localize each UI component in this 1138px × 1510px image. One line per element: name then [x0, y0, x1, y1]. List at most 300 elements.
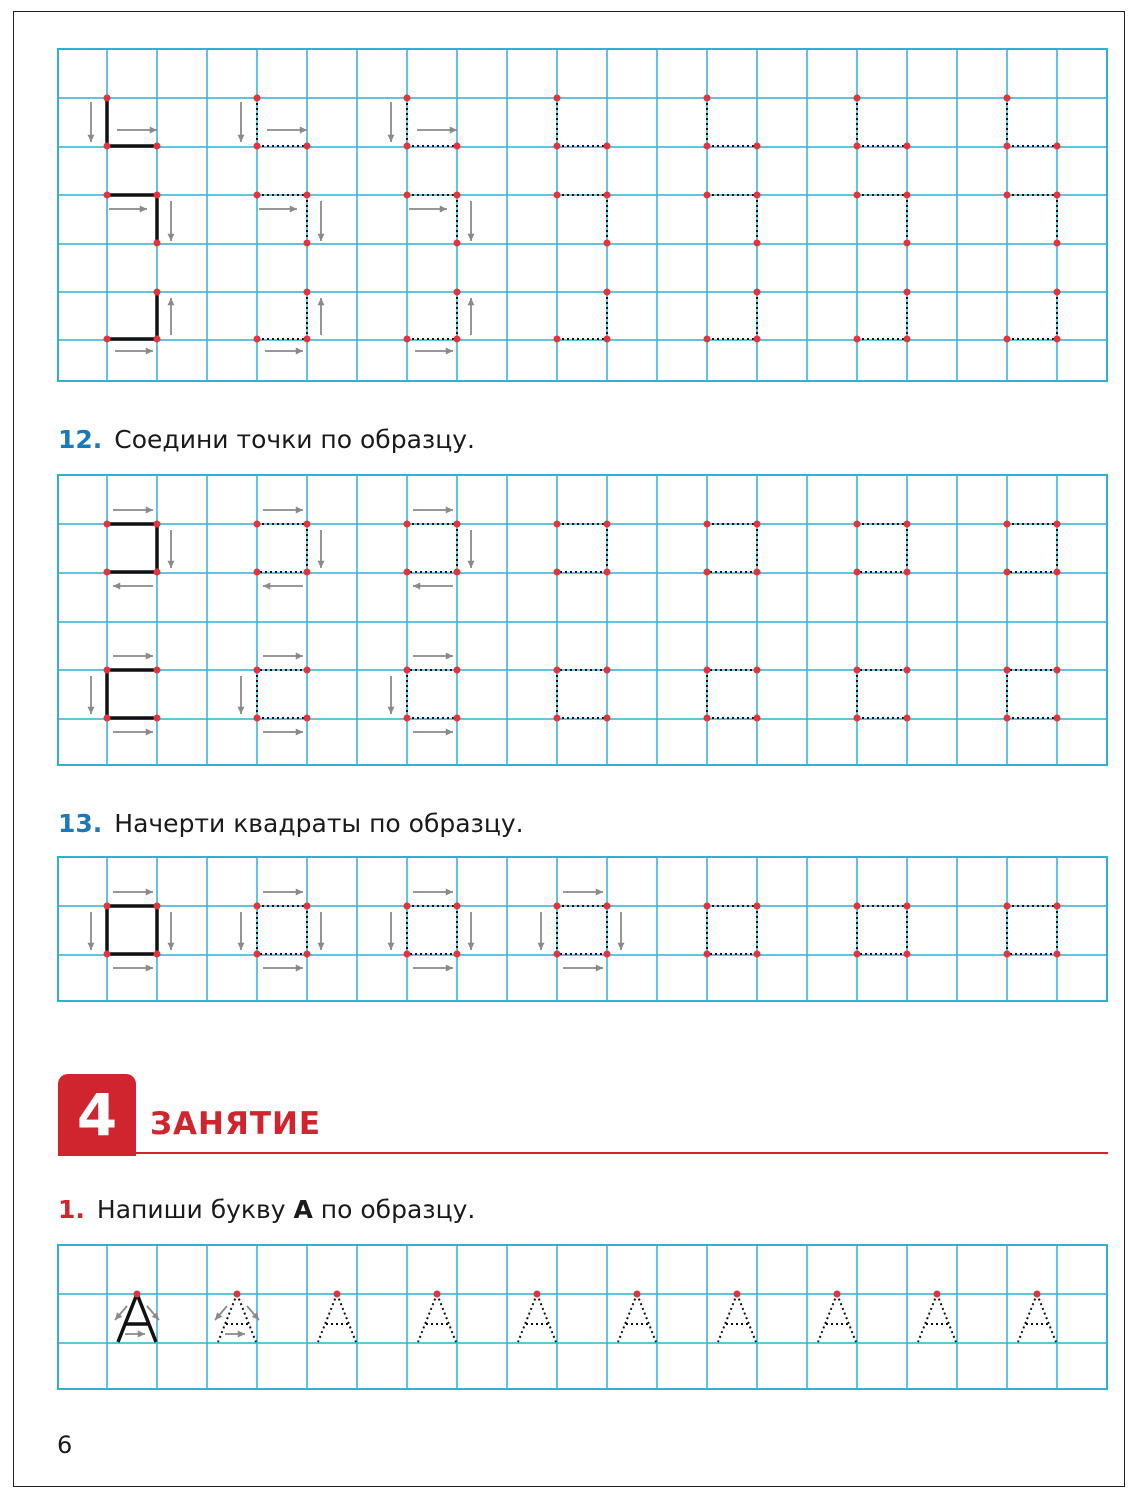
anchor-dot: [604, 240, 611, 247]
anchor-dot: [404, 521, 411, 528]
anchor-dot: [754, 240, 761, 247]
square-open-left: [104, 507, 175, 590]
anchor-dot: [154, 336, 161, 343]
anchor-dot: [554, 715, 561, 722]
anchor-dot: [854, 95, 861, 102]
anchor-dot: [754, 951, 761, 958]
lesson-title: ЗАНЯТИЕ: [150, 1106, 322, 1142]
direction-arrow-icon: [117, 127, 157, 134]
open-square-figures: [59, 476, 1106, 764]
anchor-dot: [754, 521, 761, 528]
anchor-dot: [834, 1291, 841, 1298]
inverted-L-shape: [404, 192, 475, 247]
dotted-stroke: [718, 1294, 737, 1342]
anchor-dot: [904, 289, 911, 296]
direction-arrow-icon: [468, 298, 475, 335]
direction-arrow-icon: [168, 298, 175, 335]
anchor-dot: [904, 569, 911, 576]
task-13-instruction: [58, 809, 524, 838]
anchor-dot: [554, 192, 561, 199]
anchor-dot: [704, 143, 711, 150]
anchor-dot: [154, 240, 161, 247]
direction-arrow-icon: [263, 729, 303, 736]
anchor-dot: [554, 95, 561, 102]
anchor-dot: [634, 1291, 641, 1298]
grid-lines: [59, 858, 1106, 1000]
anchor-dot: [554, 951, 561, 958]
L-shape: [388, 95, 461, 150]
direction-arrow-icon: [318, 201, 325, 241]
J-shape: [1004, 289, 1061, 343]
anchor-dot: [754, 715, 761, 722]
anchor-dot: [754, 336, 761, 343]
direction-arrow-icon: [538, 912, 545, 950]
direction-arrow-icon: [265, 348, 303, 355]
workbook-page: [13, 11, 1125, 1487]
direction-arrow-icon: [618, 912, 625, 950]
anchor-dot: [1054, 903, 1061, 910]
direction-arrow-icon: [225, 1331, 245, 1338]
J-shape: [104, 289, 175, 355]
inverted-L-shape: [1004, 192, 1061, 247]
direction-arrow-icon: [115, 348, 153, 355]
anchor-dot: [1004, 192, 1011, 199]
square: [88, 889, 175, 972]
task-number: 1.: [58, 1195, 85, 1224]
J-shape: [404, 289, 475, 355]
dotted-stroke: [837, 1294, 856, 1342]
anchor-dot: [154, 289, 161, 296]
direction-arrow-icon: [413, 653, 453, 660]
anchor-dot: [404, 336, 411, 343]
letter-A: [215, 1291, 259, 1343]
direction-arrow-icon: [113, 653, 153, 660]
anchor-dot: [304, 951, 311, 958]
anchor-dot: [854, 951, 861, 958]
anchor-dot: [304, 569, 311, 576]
square-open-right: [854, 667, 911, 722]
direction-arrow-icon: [238, 676, 245, 714]
direction-arrow-icon: [109, 206, 147, 213]
direction-arrow-icon: [388, 912, 395, 950]
anchor-dot: [304, 289, 311, 296]
direction-arrow-icon: [263, 507, 303, 514]
anchor-dot: [104, 715, 111, 722]
direction-arrow-icon: [113, 889, 153, 896]
anchor-dot: [304, 715, 311, 722]
dotted-stroke: [918, 1294, 937, 1342]
direction-arrow-icon: [413, 889, 453, 896]
anchor-dot: [234, 1291, 241, 1298]
square-figures: [59, 858, 1106, 1000]
anchor-dot: [1004, 715, 1011, 722]
anchor-dot: [404, 143, 411, 150]
letter-A: [318, 1291, 356, 1343]
anchor-dot: [704, 667, 711, 674]
anchor-dot: [404, 192, 411, 199]
square-open-left: [554, 521, 611, 576]
anchor-dot: [554, 667, 561, 674]
anchor-dot: [704, 569, 711, 576]
anchor-dot: [754, 192, 761, 199]
anchor-dot: [554, 903, 561, 910]
anchor-dot: [454, 289, 461, 296]
anchor-dot: [904, 240, 911, 247]
direction-arrow-icon: [318, 298, 325, 335]
anchor-dot: [604, 289, 611, 296]
anchor-dot: [1054, 240, 1061, 247]
anchor-dot: [104, 521, 111, 528]
direction-arrow-icon: [468, 912, 475, 950]
anchor-dot: [454, 521, 461, 528]
anchor-dot: [1004, 143, 1011, 150]
anchor-dot: [854, 569, 861, 576]
direction-arrow-icon: [263, 583, 303, 590]
direction-arrow-icon: [413, 583, 453, 590]
anchor-dot: [1004, 903, 1011, 910]
letter-A: [418, 1291, 456, 1343]
direction-arrow-icon: [88, 912, 95, 950]
anchor-dot: [854, 521, 861, 528]
anchor-dot: [1004, 951, 1011, 958]
anchor-dot: [254, 667, 261, 674]
anchor-dot: [434, 1291, 441, 1298]
anchor-dot: [1004, 95, 1011, 102]
square-open-left: [854, 521, 911, 576]
direction-arrow-icon: [238, 102, 245, 142]
anchor-dot: [104, 569, 111, 576]
anchor-dot: [154, 667, 161, 674]
inverted-L-shape: [254, 192, 325, 247]
inverted-L-shape: [104, 192, 175, 247]
direction-arrow-icon: [113, 729, 153, 736]
anchor-dot: [304, 240, 311, 247]
anchor-dot: [154, 521, 161, 528]
exercise-grid-corners: [57, 48, 1108, 382]
direction-arrow-icon: [88, 102, 95, 142]
dotted-stroke: [318, 1294, 337, 1342]
direction-arrow-icon: [263, 889, 303, 896]
anchor-dot: [304, 143, 311, 150]
anchor-dot: [254, 903, 261, 910]
anchor-dot: [904, 667, 911, 674]
anchor-dot: [334, 1291, 341, 1298]
direction-arrow-icon: [267, 127, 307, 134]
direction-arrow-icon: [263, 653, 303, 660]
L-shape: [554, 95, 611, 150]
anchor-dot: [254, 336, 261, 343]
anchor-dot: [104, 667, 111, 674]
direction-arrow-icon: [388, 676, 395, 714]
anchor-dot: [1054, 192, 1061, 199]
dotted-stroke: [1018, 1294, 1037, 1342]
anchor-dot: [454, 240, 461, 247]
anchor-dot: [604, 336, 611, 343]
letter-a-figures: [59, 1246, 1106, 1388]
letter-A: [618, 1291, 656, 1343]
anchor-dot: [904, 903, 911, 910]
task-letter: А: [293, 1195, 313, 1224]
anchor-dot: [754, 143, 761, 150]
anchor-dot: [454, 336, 461, 343]
task-text: Соедини точки по образцу.: [114, 425, 475, 454]
square-open-right: [88, 653, 161, 736]
page-number: 6: [57, 1431, 73, 1459]
anchor-dot: [554, 521, 561, 528]
exercise-grid-letter-a: [57, 1244, 1108, 1390]
direction-arrow-icon: [88, 676, 95, 714]
square: [704, 903, 761, 958]
anchor-dot: [454, 667, 461, 674]
task-text: Начерти квадраты по образцу.: [114, 809, 524, 838]
dotted-stroke: [418, 1294, 437, 1342]
anchor-dot: [904, 143, 911, 150]
direction-arrow-icon: [413, 729, 453, 736]
L-shape: [854, 95, 911, 150]
anchor-dot: [1054, 667, 1061, 674]
direction-arrow-icon: [318, 912, 325, 950]
anchor-dot: [704, 192, 711, 199]
dotted-stroke: [437, 1294, 456, 1342]
direction-arrow-icon: [215, 1306, 227, 1320]
square: [1004, 903, 1061, 958]
direction-arrow-icon: [468, 530, 475, 568]
square-open-right: [554, 667, 611, 722]
anchor-dot: [854, 192, 861, 199]
anchor-dot: [754, 667, 761, 674]
anchor-dot: [254, 192, 261, 199]
anchor-dot: [754, 903, 761, 910]
anchor-dot: [704, 903, 711, 910]
anchor-dot: [904, 336, 911, 343]
anchor-dot: [134, 1291, 141, 1298]
square-open-right: [704, 667, 761, 722]
direction-arrow-icon: [318, 530, 325, 568]
letter-A: [918, 1291, 956, 1343]
anchor-dot: [604, 903, 611, 910]
anchor-dot: [604, 143, 611, 150]
anchor-dot: [604, 521, 611, 528]
anchor-dot: [454, 192, 461, 199]
J-shape: [254, 289, 325, 355]
direction-arrow-icon: [168, 530, 175, 568]
direction-arrow-icon: [238, 912, 245, 950]
anchor-dot: [604, 715, 611, 722]
anchor-dot: [554, 143, 561, 150]
grid-lines: [59, 476, 1106, 764]
anchor-dot: [104, 95, 111, 102]
direction-arrow-icon: [113, 965, 153, 972]
anchor-dot: [154, 192, 161, 199]
anchor-dot: [604, 192, 611, 199]
anchor-dot: [704, 951, 711, 958]
anchor-dot: [734, 1291, 741, 1298]
L-shape: [238, 95, 311, 150]
anchor-dot: [154, 143, 161, 150]
task-12-instruction: [58, 425, 475, 454]
anchor-dot: [154, 569, 161, 576]
anchor-dot: [304, 667, 311, 674]
anchor-dot: [254, 143, 261, 150]
direction-arrow-icon: [263, 965, 303, 972]
square-open-left: [1004, 521, 1061, 576]
exercise-grid-squares: [57, 856, 1108, 1002]
anchor-dot: [854, 715, 861, 722]
anchor-dot: [704, 95, 711, 102]
anchor-dot: [454, 903, 461, 910]
direction-arrow-icon: [388, 102, 395, 142]
anchor-dot: [104, 336, 111, 343]
anchor-dot: [754, 289, 761, 296]
anchor-dot: [254, 521, 261, 528]
direction-arrow-icon: [168, 201, 175, 241]
square-open-right: [388, 653, 461, 736]
anchor-dot: [904, 192, 911, 199]
dotted-stroke: [618, 1294, 637, 1342]
anchor-dot: [304, 336, 311, 343]
direction-arrow-icon: [115, 1306, 127, 1320]
direction-arrow-icon: [468, 201, 475, 241]
task-number: 12.: [58, 425, 103, 454]
L-shape: [704, 95, 761, 150]
direction-arrow-icon: [413, 507, 453, 514]
direction-arrow-icon: [417, 127, 457, 134]
direction-arrow-icon: [125, 1331, 145, 1338]
anchor-dot: [1004, 336, 1011, 343]
anchor-dot: [904, 951, 911, 958]
corner-figures: [59, 50, 1106, 380]
anchor-dot: [404, 715, 411, 722]
anchor-dot: [404, 95, 411, 102]
letter-A: [518, 1291, 556, 1343]
anchor-dot: [154, 951, 161, 958]
square-open-left: [254, 507, 325, 590]
dotted-stroke: [937, 1294, 956, 1342]
anchor-dot: [604, 667, 611, 674]
anchor-dot: [454, 143, 461, 150]
inverted-L-shape: [854, 192, 911, 247]
anchor-dot: [704, 521, 711, 528]
direction-arrow-icon: [113, 507, 153, 514]
dotted-stroke: [818, 1294, 837, 1342]
anchor-dot: [304, 521, 311, 528]
direction-arrow-icon: [113, 583, 153, 590]
dotted-stroke: [518, 1294, 537, 1342]
task-number: 13.: [58, 809, 103, 838]
J-shape: [704, 289, 761, 343]
anchor-dot: [254, 715, 261, 722]
letter-A: [718, 1291, 756, 1343]
anchor-dot: [554, 569, 561, 576]
anchor-dot: [754, 569, 761, 576]
direction-arrow-icon: [409, 206, 447, 213]
direction-arrow-icon: [563, 889, 603, 896]
J-shape: [554, 289, 611, 343]
dotted-stroke: [737, 1294, 756, 1342]
square-open-right: [238, 653, 311, 736]
anchor-dot: [904, 715, 911, 722]
exercise-grid-open-squares: [57, 474, 1108, 766]
L-shape: [1004, 95, 1061, 150]
anchor-dot: [104, 143, 111, 150]
anchor-dot: [534, 1291, 541, 1298]
inverted-L-shape: [554, 192, 611, 247]
inverted-L-shape: [704, 192, 761, 247]
task-1-instruction: [58, 1195, 475, 1224]
lesson-divider: [58, 1152, 1108, 1154]
direction-arrow-icon: [259, 206, 297, 213]
direction-arrow-icon: [413, 965, 453, 972]
anchor-dot: [104, 951, 111, 958]
anchor-dot: [154, 903, 161, 910]
anchor-dot: [1054, 336, 1061, 343]
letter-A: [1018, 1291, 1056, 1343]
lesson-number-badge: 4: [58, 1074, 136, 1156]
direction-arrow-icon: [168, 912, 175, 950]
anchor-dot: [154, 715, 161, 722]
anchor-dot: [454, 569, 461, 576]
anchor-dot: [854, 336, 861, 343]
dotted-stroke: [537, 1294, 556, 1342]
anchor-dot: [1034, 1291, 1041, 1298]
anchor-dot: [404, 667, 411, 674]
dotted-stroke: [337, 1294, 356, 1342]
anchor-dot: [904, 521, 911, 528]
anchor-dot: [1054, 715, 1061, 722]
task-text: Напиши букву: [96, 1195, 294, 1224]
anchor-dot: [104, 903, 111, 910]
anchor-dot: [304, 903, 311, 910]
direction-arrow-icon: [415, 348, 453, 355]
anchor-dot: [254, 569, 261, 576]
square: [388, 889, 475, 972]
grid-lines: [59, 50, 1106, 380]
J-shape: [854, 289, 911, 343]
anchor-dot: [854, 667, 861, 674]
letter-A: [115, 1291, 159, 1343]
anchor-dot: [1054, 569, 1061, 576]
anchor-dot: [554, 336, 561, 343]
direction-arrow-icon: [563, 965, 603, 972]
square: [238, 889, 325, 972]
anchor-dot: [404, 903, 411, 910]
L-shape: [88, 95, 161, 150]
anchor-dot: [104, 192, 111, 199]
anchor-dot: [1054, 143, 1061, 150]
anchor-dot: [704, 715, 711, 722]
anchor-dot: [854, 143, 861, 150]
anchor-dot: [934, 1291, 941, 1298]
anchor-dot: [604, 569, 611, 576]
anchor-dot: [704, 336, 711, 343]
square-open-left: [704, 521, 761, 576]
anchor-dot: [454, 715, 461, 722]
square-open-right: [1004, 667, 1061, 722]
anchor-dot: [254, 951, 261, 958]
dotted-stroke: [1037, 1294, 1056, 1342]
anchor-dot: [1054, 951, 1061, 958]
anchor-dot: [1054, 521, 1061, 528]
dotted-stroke: [637, 1294, 656, 1342]
anchor-dot: [254, 95, 261, 102]
square-open-left: [404, 507, 475, 590]
anchor-dot: [1004, 667, 1011, 674]
anchor-dot: [304, 192, 311, 199]
anchor-dot: [1004, 521, 1011, 528]
anchor-dot: [1004, 569, 1011, 576]
anchor-dot: [404, 569, 411, 576]
square: [538, 889, 625, 972]
